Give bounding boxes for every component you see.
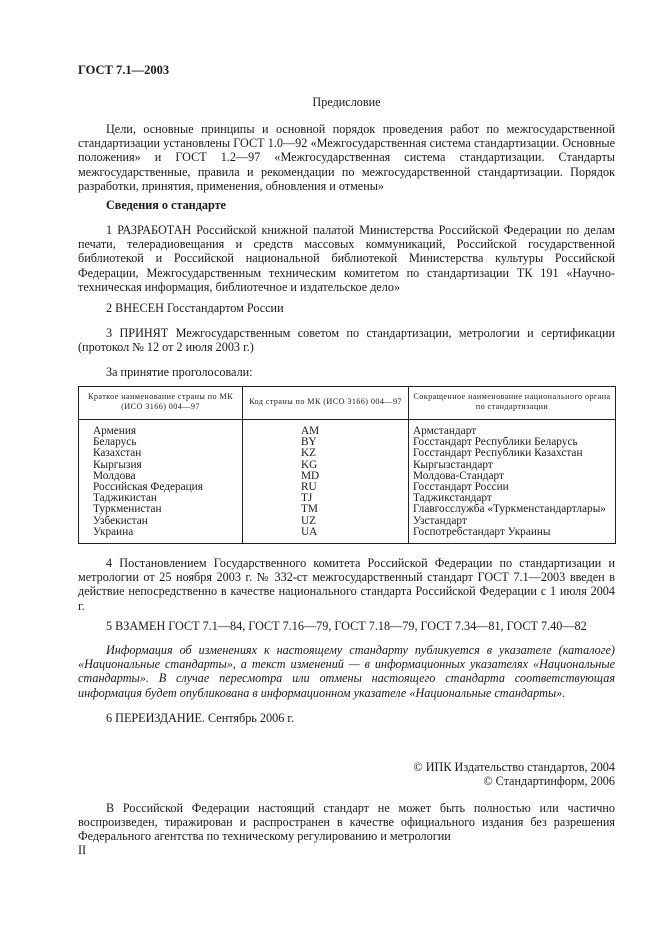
body-cell: Узстандарт [413, 514, 467, 527]
country-cell: Казахстан [93, 447, 142, 460]
country-cell: Узбекистан [93, 514, 148, 527]
body-cell: Таджикстандарт [413, 492, 492, 505]
country-cell: Таджикистан [93, 492, 157, 505]
code-cell: AM [301, 425, 320, 437]
body-cell: Госстандарт Республики Казахстан [413, 447, 583, 460]
code-cell: TJ [301, 492, 313, 505]
country-cell: Туркменистан [93, 503, 162, 516]
item-enacted: 4 Постановлением Государственного комитета Российской Федерации по стандартизации и метрологии от 25 ноября 2003 г. № 332-ст межгосударственный стандарт ГОСТ 7.1—2003 введен в действие непосредственно в качестве национального стандарта Российской Федерации с 1 июля 2004 г. [78, 556, 615, 613]
item-introduced: 2 ВНЕСЕН Госстандартом России [106, 301, 284, 315]
code-cell: UZ [301, 514, 317, 527]
body-cell: Госстандарт Республики Беларусь [413, 436, 578, 449]
code-cell: MD [301, 469, 320, 482]
preface-title: Предисловие [312, 95, 381, 109]
body-list [409, 420, 616, 544]
body-cell: Главгосслужба «Туркменстандартлары» [413, 503, 606, 516]
page-number: II [78, 843, 87, 857]
vote-intro: За принятие проголосовали: [106, 365, 253, 379]
copyright-line-2: © Стандартинформ, 2006 [483, 774, 615, 788]
header-code: Код страны по МК (ИСО 3166) 004—97 [243, 387, 409, 420]
body-cell: Армстандарт [413, 425, 477, 437]
reproduction-notice: В Российской Федерации настоящий стандарт не может быть полностью или частично воспроизведен, тиражирован и распространен в качестве официального издания без разрешения Федерального агентства по техническому регулированию и метрологии [78, 801, 615, 844]
body-cell: Госпотребстандарт Украины [413, 525, 551, 538]
code-list [243, 420, 409, 544]
code-cell: BY [301, 436, 317, 449]
code-cell: UA [301, 525, 318, 538]
header-country: Краткое наименование страны по МК (ИСО 3166) 004—97 [79, 387, 243, 420]
body-cell: Кыргызстандарт [413, 458, 493, 471]
country-cell: Молдова [93, 469, 136, 482]
document-id: ГОСТ 7.1—2003 [78, 63, 170, 77]
section-title: Сведения о стандарте [106, 198, 226, 212]
header-body: Сокращенное наименование национального органа по стандартизации [409, 387, 616, 420]
body-cell: Госстандарт России [413, 481, 509, 494]
item-adopted: 3 ПРИНЯТ Межгосударственным советом по стандартизации, метрологии и сертификации (протокол № 12 от 2 июля 2003 г.) [78, 326, 615, 355]
country-cell: Кыргызия [93, 458, 142, 471]
voting-table [78, 386, 616, 544]
table-row [79, 420, 616, 544]
item-reissue: 6 ПЕРЕИЗДАНИЕ. Сентябрь 2006 г. [106, 711, 294, 725]
item-replaces: 5 ВЗАМЕН ГОСТ 7.1—84, ГОСТ 7.16—79, ГОСТ 7.18—79, ГОСТ 7.34—81, ГОСТ 7.40—82 [106, 619, 587, 633]
country-cell: Армения [93, 425, 137, 437]
body-cell: Молдова-Стандарт [413, 469, 504, 482]
country-cell: Российская Федерация [93, 481, 203, 494]
country-cell: Украина [93, 525, 134, 538]
info-note: Информация об изменениях к настоящему стандарту публикуется в указателе (каталоге) «Национальные стандарты», а текст изменений — в информационных указателях «Национальные стандарты». В случае пересмотра или отмены настоящего стандарта соответствующая информация будет опубликована в информационном указателе «Национальные стандарты». [78, 643, 615, 700]
code-cell: TM [301, 503, 318, 516]
table-header-row [79, 387, 616, 420]
item-developed: 1 РАЗРАБОТАН Российской книжной палатой Министерства Российской Федерации по делам печати, телерадиовещания и средств массовых коммуникаций, Российской государственной библиотекой и Российской национальной библиотекой Министерства культуры Российской Федерации, Межгосударственным техническим комитетом по стандартизации ТК 191 «Научно-техническая информация, библиотечное и издательское дело» [78, 223, 615, 294]
code-cell: RU [301, 481, 317, 494]
country-cell: Беларусь [93, 436, 137, 449]
preface-intro: Цели, основные принципы и основной порядок проведения работ по межгосударственной стандартизации установлены ГОСТ 1.0—92 «Межгосударственная система стандартизации. Основные положения» и ГОСТ 1.2—97 «Межгосударственная система стандартизации. Стандарты межгосударственные, правила и рекомендации по межгосударственной стандартизации. Порядок разработки, принятия, применения, обновления и отмены» [78, 122, 615, 193]
copyright-line-1: © ИПК Издательство стандартов, 2004 [413, 760, 615, 774]
code-cell: KG [301, 458, 318, 471]
code-cell: KZ [301, 447, 317, 460]
country-list [79, 420, 243, 544]
